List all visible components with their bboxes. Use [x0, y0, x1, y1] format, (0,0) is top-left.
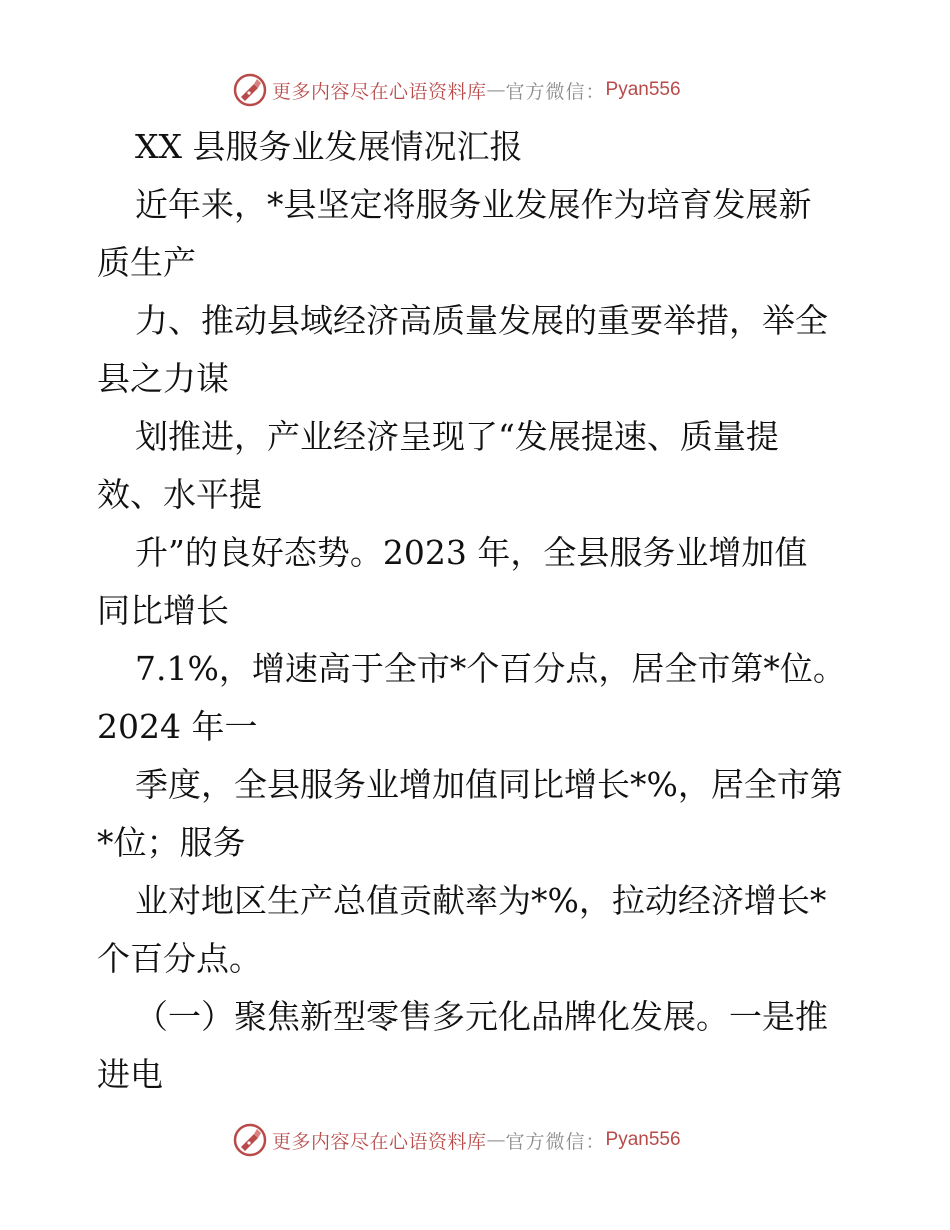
document-body — [97, 118, 857, 1104]
paragraph-line: 近年来，*县坚定将服务业发展作为培育发展新 — [135, 185, 812, 224]
watermark-dash: — — [486, 1129, 506, 1151]
footer-watermark-banner — [232, 1122, 681, 1158]
paragraph-line: 质生产 — [97, 243, 196, 282]
paragraph-line: 2024 年一 — [97, 707, 258, 746]
paragraph-line: 县之力谋 — [97, 359, 229, 398]
header-watermark-banner — [232, 72, 681, 108]
watermark-dash: — — [486, 79, 506, 101]
paragraph-line: 效、水平提 — [97, 475, 262, 514]
pen-nib-logo-icon — [232, 1122, 268, 1158]
paragraph-line: 季度，全县服务业增加值同比增长*%，居全市第 — [135, 765, 843, 804]
pen-nib-logo-icon — [232, 72, 268, 108]
document-title: XX 县服务业发展情况汇报 — [135, 127, 523, 166]
paragraph-line: 划推进，产业经济呈现了“发展提速、质量提 — [135, 417, 779, 456]
watermark-text: 更多内容尽在心语资料库 — [272, 80, 487, 103]
paragraph-line: 升”的良好态势。2023 年，全县服务业增加值 — [135, 533, 808, 572]
paragraph-line: 同比增长 — [97, 591, 229, 630]
paragraph-line: 7.1%，增速高于全市*个百分点，居全市第*位。 — [135, 649, 846, 688]
paragraph-line: 个百分点。 — [97, 939, 262, 978]
watermark-wechat-id: Pyan556 — [605, 1129, 681, 1150]
paragraph-line: 力、推动县域经济高质量发展的重要举措，举全 — [135, 301, 828, 340]
watermark-text: 更多内容尽在心语资料库 — [272, 1130, 487, 1153]
paragraph-line: *位；服务 — [97, 823, 246, 862]
section-heading-line: （一）聚焦新型零售多元化品牌化发展。一是推 — [135, 997, 828, 1036]
watermark-wechat-label: 官方微信： — [505, 1130, 606, 1153]
paragraph-line: 业对地区生产总值贡献率为*%，拉动经济增长* — [135, 881, 827, 920]
watermark-wechat-label: 官方微信： — [505, 80, 606, 103]
watermark-wechat-id: Pyan556 — [605, 79, 681, 100]
paragraph-line: 进电 — [97, 1055, 163, 1094]
